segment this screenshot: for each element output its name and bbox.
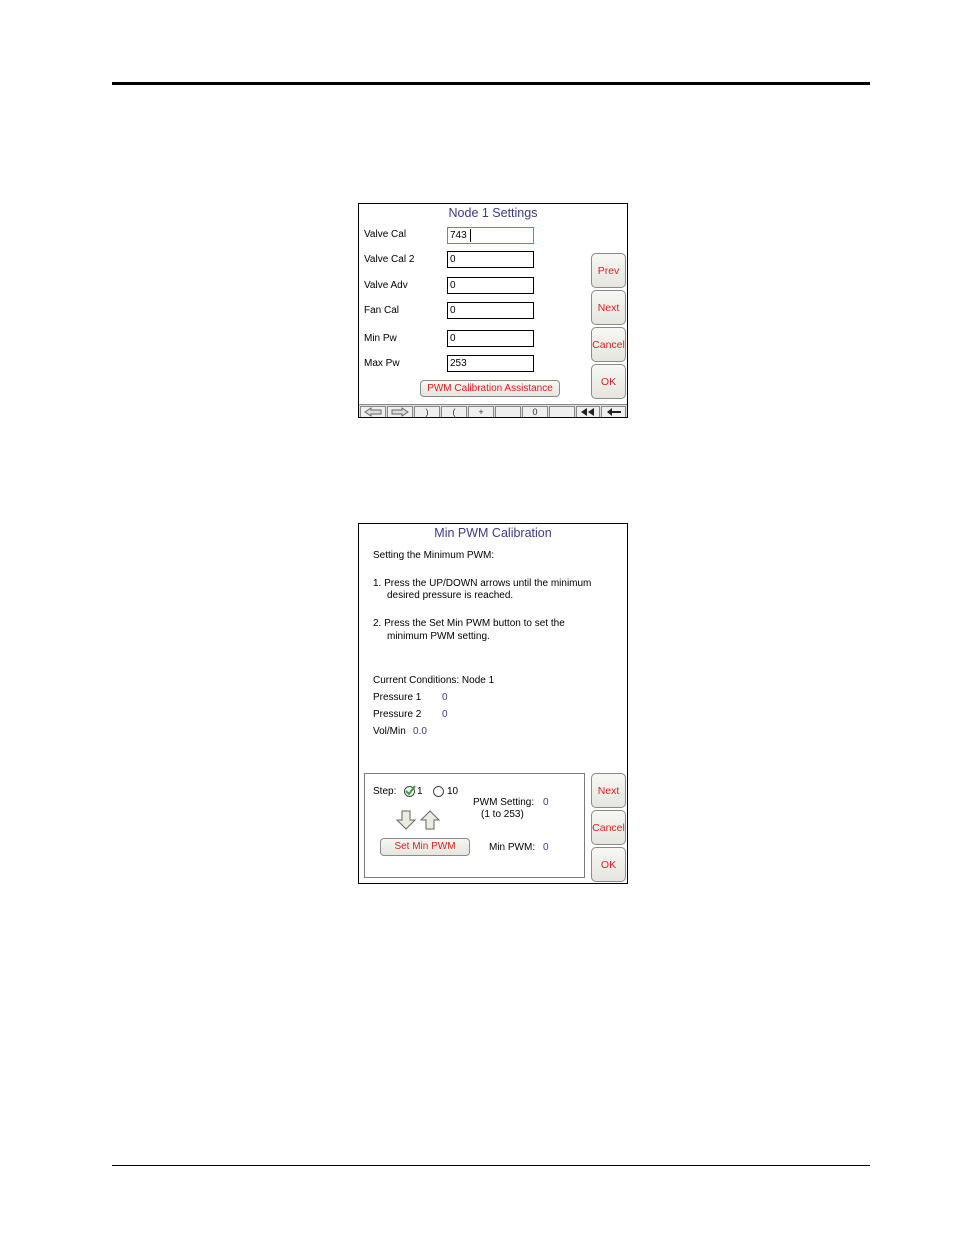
- step2-line2: minimum PWM setting.: [387, 631, 490, 642]
- screen-title: Min PWM Calibration: [434, 526, 552, 540]
- pwm-calibration-assistance-button[interactable]: PWM Calibration Assistance: [420, 380, 560, 397]
- pressure-1-value: 0: [442, 692, 448, 703]
- pwm-range-text: (1 to 253): [481, 809, 524, 820]
- up-arrow-icon[interactable]: [420, 810, 440, 830]
- valve-cal-label: Valve Cal: [364, 229, 407, 240]
- vol-min-label: Vol/Min: [373, 726, 406, 737]
- key-open-paren[interactable]: (: [441, 406, 467, 418]
- check-icon: [404, 784, 417, 797]
- screen-title: Node 1 Settings: [448, 206, 538, 220]
- max-pw-label: Max Pw: [364, 358, 400, 369]
- min-pwm-label: Min PWM:: [489, 842, 536, 853]
- footer-rule: [112, 1165, 870, 1166]
- fan-cal-input[interactable]: 0: [447, 302, 534, 319]
- cancel-button[interactable]: Cancel: [591, 810, 626, 845]
- text-caret: [470, 229, 471, 242]
- step-1-radio[interactable]: [404, 786, 415, 797]
- min-pwm-calibration-screen: [358, 523, 628, 884]
- double-left-key[interactable]: [576, 406, 600, 418]
- left-arrow-key[interactable]: [360, 406, 386, 418]
- step1-line1: 1. Press the UP/DOWN arrows until the minimum: [373, 578, 592, 589]
- key-blank-1[interactable]: [495, 406, 521, 418]
- calibration-control-box: [364, 773, 585, 878]
- pwm-setting-value: 0: [543, 797, 549, 808]
- next-button[interactable]: Next: [591, 773, 626, 808]
- right-arrow-key-icon: [390, 407, 410, 417]
- onscreen-keyboard: [359, 404, 627, 418]
- min-pwm-value: 0: [543, 842, 549, 853]
- node-settings-screen: [358, 203, 628, 418]
- key-blank-2[interactable]: [549, 406, 575, 418]
- key-zero[interactable]: 0: [522, 406, 548, 418]
- max-pw-input[interactable]: 253: [447, 355, 534, 372]
- step-10-radio[interactable]: [433, 786, 444, 797]
- prev-button[interactable]: Prev: [591, 253, 626, 288]
- valve-cal-2-input[interactable]: 0: [447, 251, 534, 268]
- right-arrow-key[interactable]: [387, 406, 413, 418]
- pwm-setting-label: PWM Setting:: [473, 797, 535, 808]
- pressure-2-value: 0: [442, 709, 448, 720]
- next-button[interactable]: Next: [591, 290, 626, 325]
- valve-cal-2-label: Valve Cal 2: [364, 254, 415, 265]
- double-left-icon: [580, 407, 596, 417]
- backspace-icon: [606, 407, 622, 417]
- header-rule: [112, 82, 870, 85]
- key-close-paren[interactable]: ): [414, 406, 440, 418]
- set-min-pwm-button[interactable]: Set Min PWM: [380, 838, 470, 856]
- valve-cal-input[interactable]: 743: [447, 227, 534, 244]
- down-arrow-icon[interactable]: [396, 810, 416, 830]
- valve-adv-label: Valve Adv: [364, 280, 408, 291]
- step2-line1: 2. Press the Set Min PWM button to set the: [373, 618, 565, 629]
- left-arrow-key-icon: [363, 407, 383, 417]
- pressure-1-label: Pressure 1: [373, 692, 422, 703]
- cancel-button[interactable]: Cancel: [591, 327, 626, 362]
- min-pw-label: Min Pw: [364, 333, 397, 344]
- vol-min-value: 0.0: [413, 726, 427, 737]
- fan-cal-label: Fan Cal: [364, 305, 400, 316]
- min-pw-input[interactable]: 0: [447, 330, 534, 347]
- step1-line2: desired pressure is reached.: [387, 590, 514, 601]
- backspace-key[interactable]: [601, 406, 626, 418]
- ok-button[interactable]: OK: [591, 847, 626, 882]
- step-label: Step:: [373, 786, 397, 797]
- current-conditions-label: Current Conditions: Node 1: [373, 675, 495, 686]
- pressure-2-label: Pressure 2: [373, 709, 422, 720]
- step-10-label: 10: [447, 786, 459, 797]
- intro-text: Setting the Minimum PWM:: [373, 550, 495, 561]
- step-1-label: 1: [417, 786, 423, 797]
- valve-adv-input[interactable]: 0: [447, 277, 534, 294]
- key-plus[interactable]: +: [468, 406, 494, 418]
- ok-button[interactable]: OK: [591, 364, 626, 399]
